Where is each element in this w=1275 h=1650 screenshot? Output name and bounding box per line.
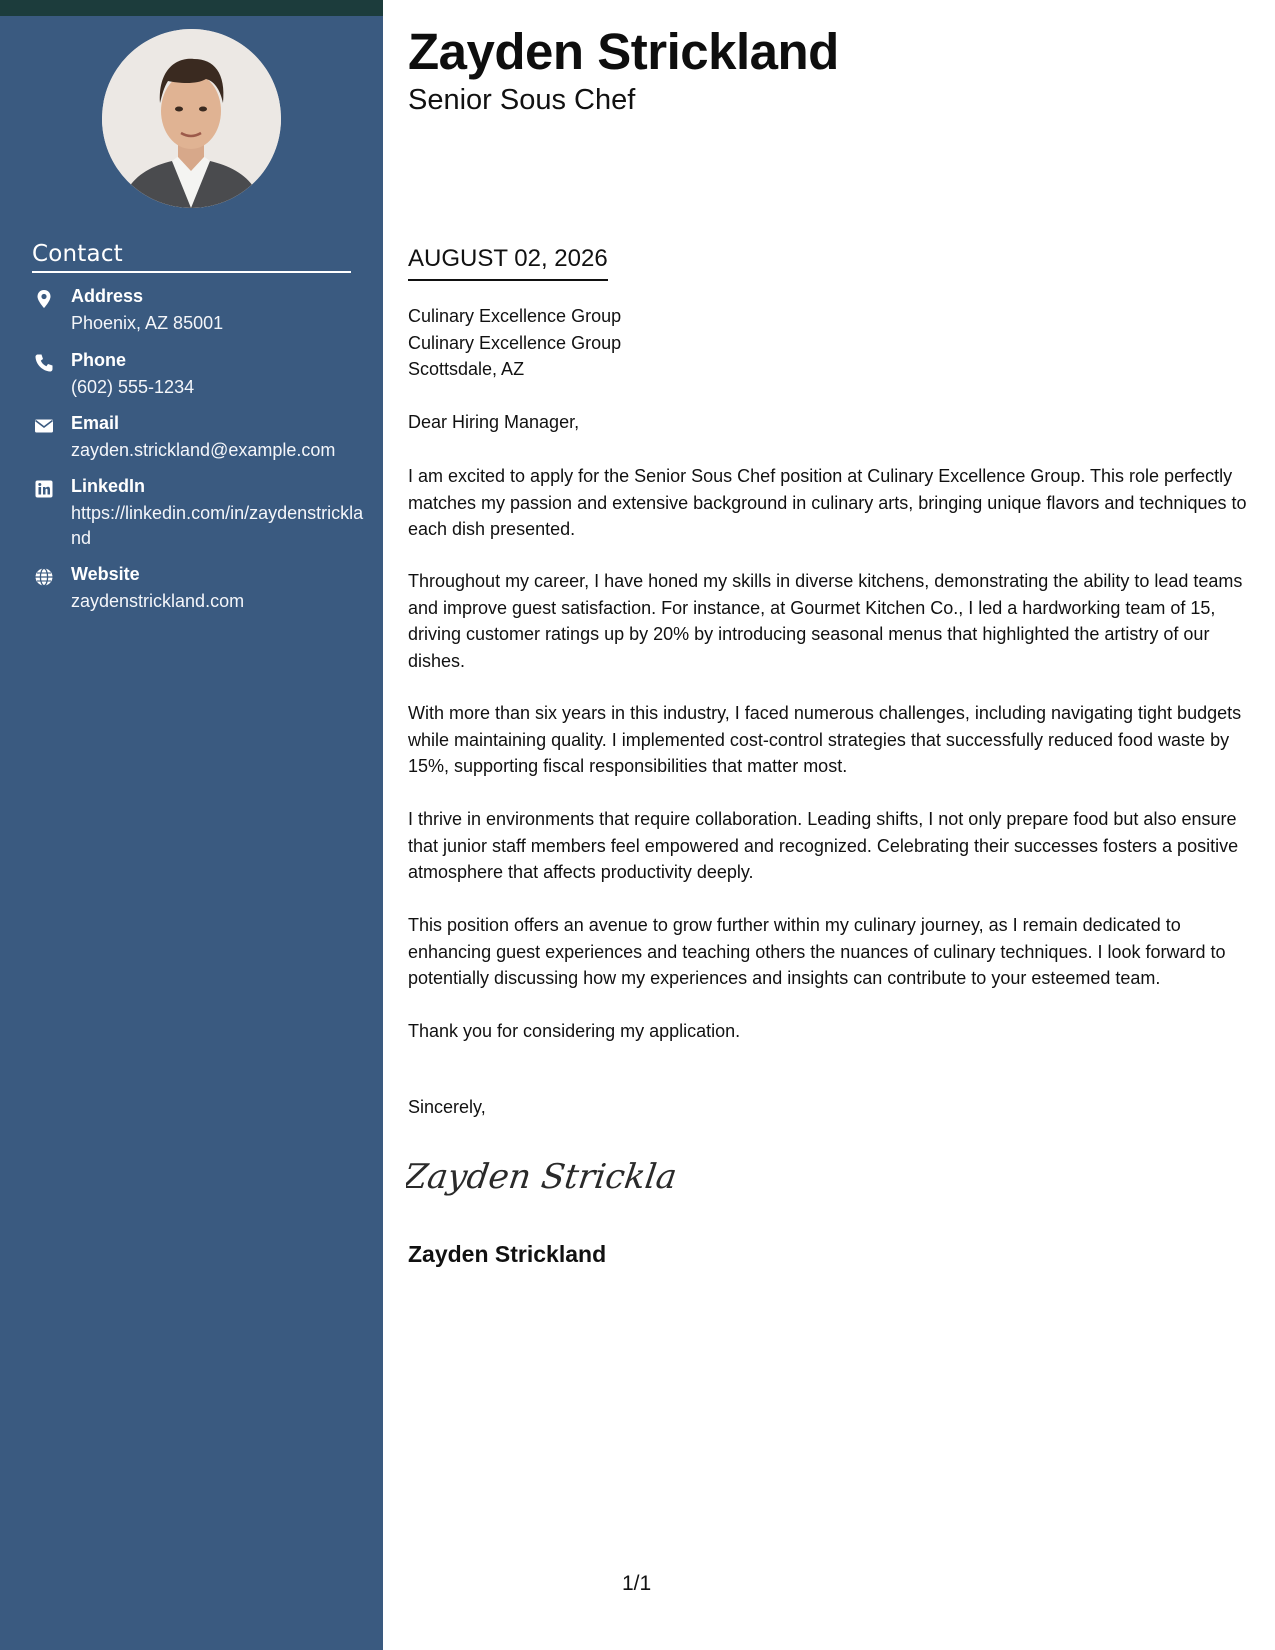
globe-icon [34,567,54,587]
avatar [102,29,281,208]
recipient-block [408,303,621,383]
applicant-name: Zayden Strickland [408,23,839,80]
body-paragraph-3: With more than six years in this industry, I faced numerous challenges, including navigating tight budgets while maintaining quality. I implemented cost-control strategies that successfully reduced food waste by 15%, supporting fiscal responsibilities that matter most. [408,703,1242,776]
body-paragraph-1: I am excited to apply for the Senior Sous Chef position at Culinary Excellence Group. This role perfectly matches my passion and extensive background in culinary arts, bringing unique flavors and techniques to each dish presented. [408,466,1247,539]
contact-website-value[interactable]: zaydenstrickland.com [71,591,245,611]
contact-email-label: Email [71,413,120,433]
contact-website-label: Website [71,564,140,584]
closing: Sincerely, [408,1097,486,1117]
map-pin-icon [34,289,54,309]
sidebar-top-bar [0,0,383,16]
body-paragraph-4: I thrive in environments that require collaboration. Leading shifts, I not only prepare food but also ensure that junior staff members feel empowered and recognized. Celebrating their successes fosters a positive atmosphere that affects productivity deeply. [408,809,1239,882]
contact-phone-label: Phone [71,350,127,370]
recipient-location: Scottsdale, AZ [408,359,525,379]
sidebar [0,0,383,1650]
recipient-company: Culinary Excellence Group [408,306,622,326]
handwritten-signature [406,1148,676,1213]
svg-text:Zayden Stricklan: Zayden Stricklan [406,1157,676,1197]
linkedin-icon [34,479,54,499]
contact-heading: Contact [32,241,123,267]
contact-address-label: Address [71,286,144,306]
body-paragraph-6: Thank you for considering my application. [408,1021,741,1041]
letter-date: AUGUST 02, 2026 [408,245,608,281]
contact-divider [32,271,351,273]
envelope-icon [34,416,54,436]
contact-address-value: Phoenix, AZ 85001 [71,313,224,333]
contact-linkedin-label: LinkedIn [71,476,146,496]
page-number: 1/1 [622,1572,652,1595]
signer-name: Zayden Strickland [408,1241,607,1267]
phone-icon [34,353,54,373]
contact-linkedin-value[interactable]: https://linkedin.com/in/zaydenstrickland [71,503,364,548]
salutation: Dear Hiring Manager, [408,412,580,432]
contact-phone-value: (602) 555-1234 [71,377,195,397]
body-paragraph-5: This position offers an avenue to grow further within my culinary journey, as I remain dedicated to enhancing guest experiences and teaching others the nuances of culinary techniques. I look forward to potentially discussing how my experiences and insights can contribute to your esteemed team. [408,915,1226,988]
body-paragraph-2: Throughout my career, I have honed my skills in diverse kitchens, demonstrating the ability to lead teams and improve guest satisfaction. For instance, at Gourmet Kitchen Co., I led a hardworking team of 15, driving customer ratings up by 20% by introducing seasonal menus that highlighted the artistry of our dishes. [408,571,1243,671]
contact-email-value: zayden.strickland@example.com [71,440,336,460]
recipient-company-line-2: Culinary Excellence Group [408,332,622,353]
job-title: Senior Sous Chef [408,84,636,116]
